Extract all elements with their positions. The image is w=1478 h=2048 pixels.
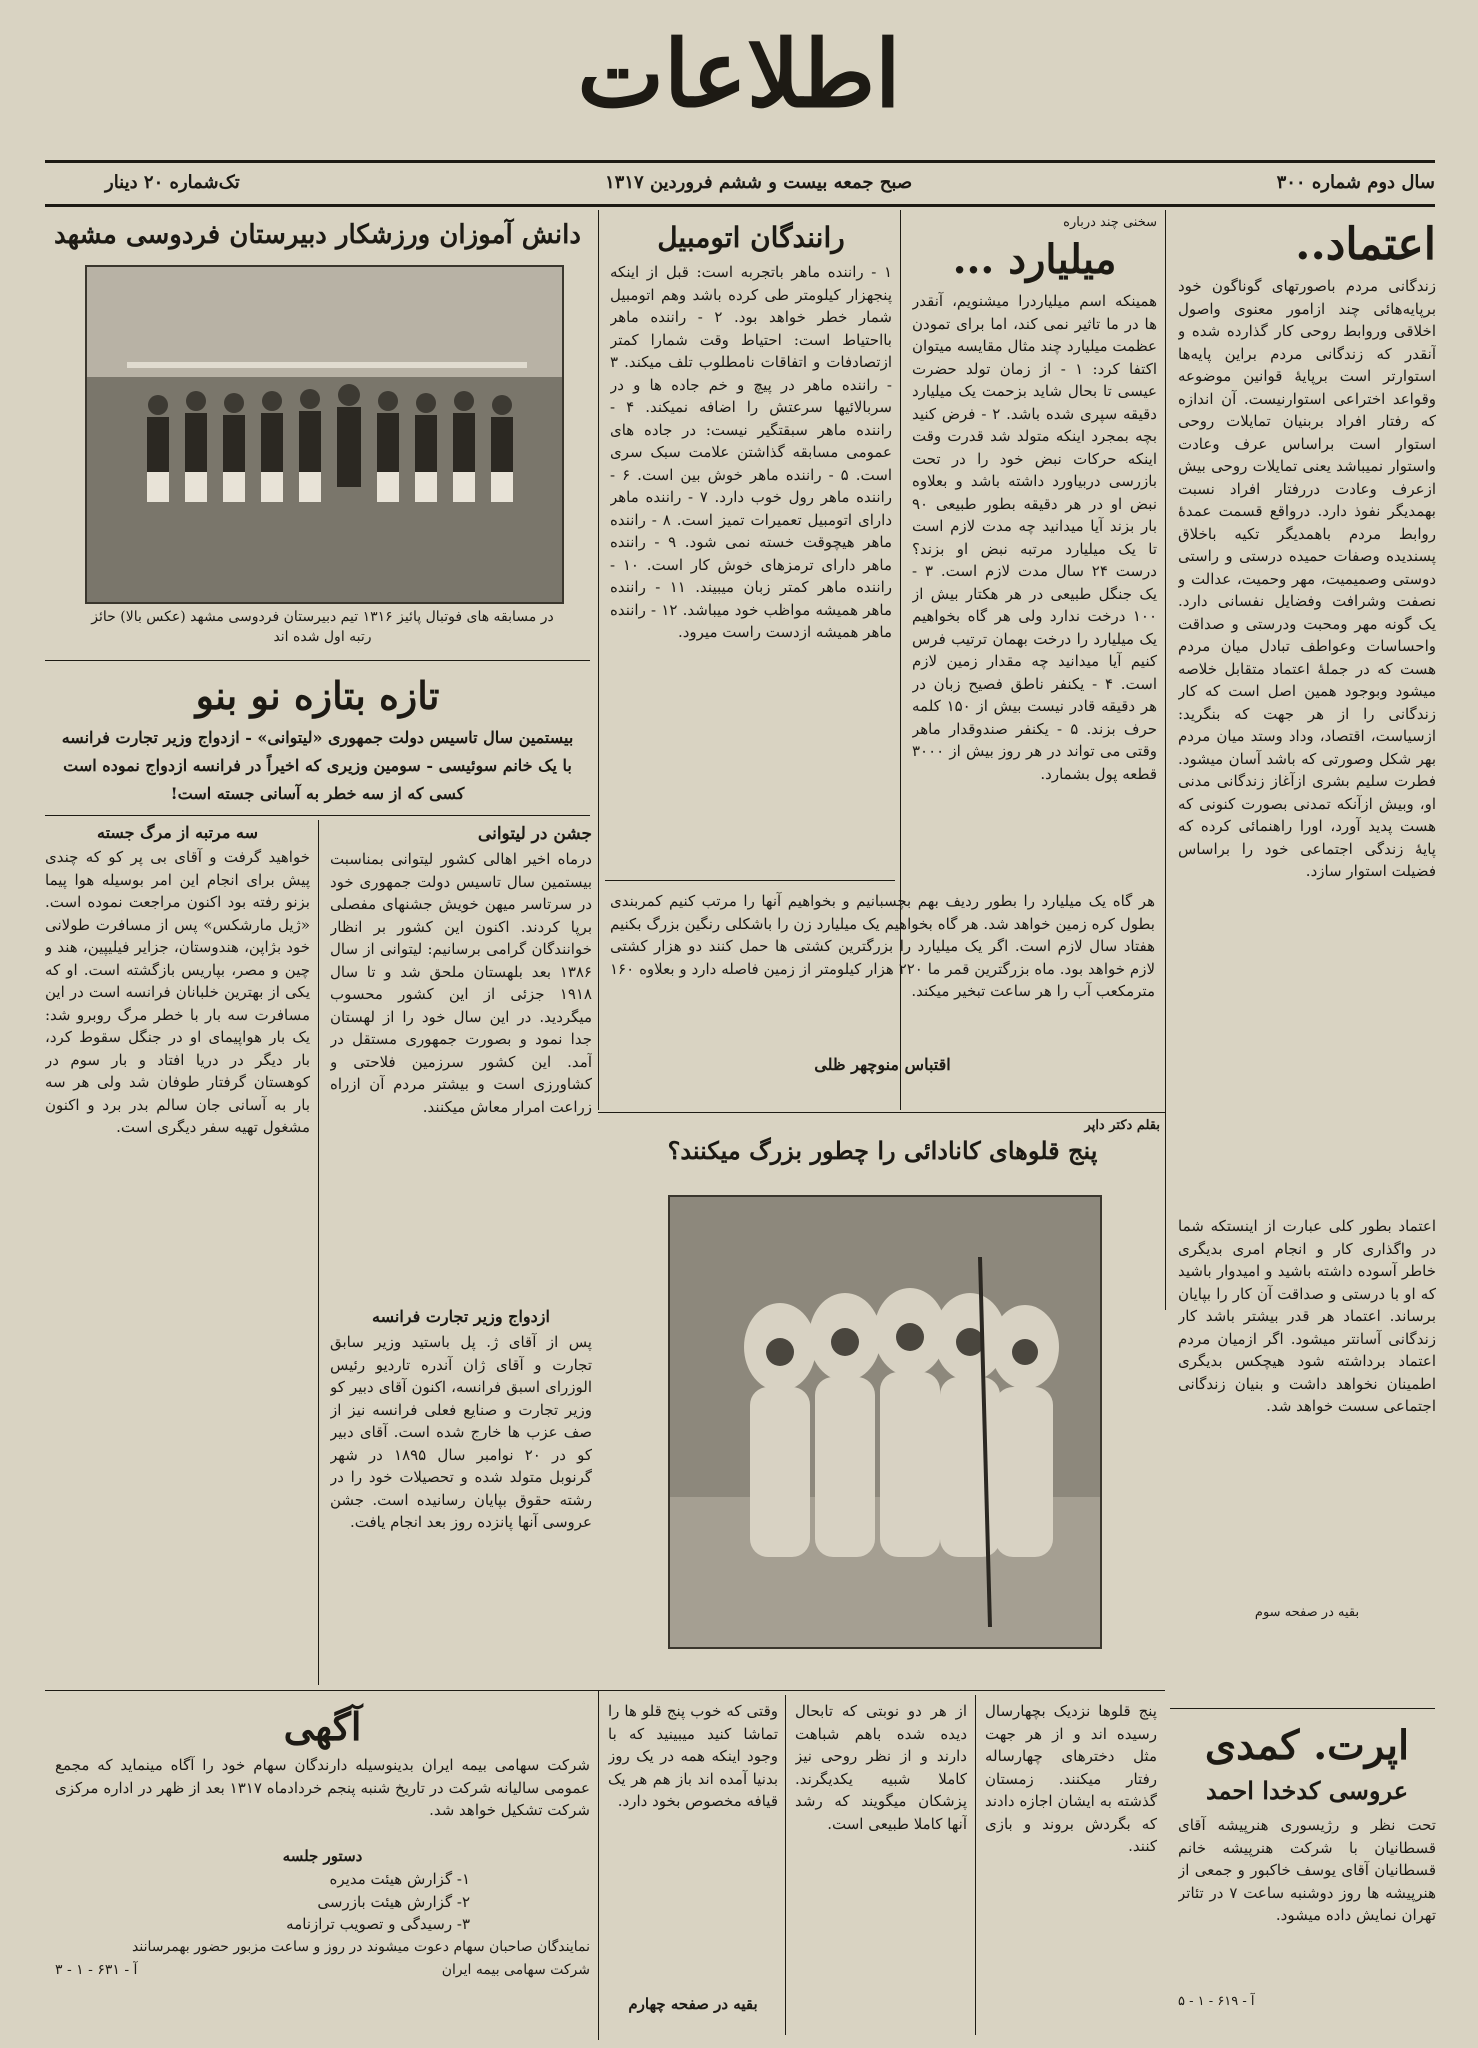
ad-signature: شرکت سهامی بیمه ایران bbox=[441, 1962, 590, 1978]
news-heading: تازه بتازه نو بنو bbox=[195, 673, 440, 718]
ad-code: آ - ۶۳۱ - ۱ - ۳ bbox=[55, 1962, 138, 1978]
billion-continued-body: هر گاه یک میلیارد را بطور ردیف بهم بچسبانیم و بخواهیم آنها را مرتب کنیم کمربندی بطول کره زمین خواهد شد. هر گاه بخواهیم یک میلیارد زن را باشکلی رنگین بزرگ بکنیم هفتاد سال لازم است. اگر یک میلیارد را بزرگترین کشتی ها حمل کنند دو هزار کشتی لازم خواهد بود. ماه بزرگترین قمر ما ۲۲۰ هزار کیلومتر از زمین فاصله دارد و بعلاوه ۱۶۰ مترمکعب آب را هر ساعت تبخیر میکند. bbox=[610, 892, 1155, 1000]
ad-agenda-2: ۲- گزارش هیئت بازرسی bbox=[317, 1892, 470, 1911]
masthead-rule bbox=[45, 160, 1435, 163]
lithuania-heading: جشن در لیتوانی bbox=[477, 824, 592, 844]
dateline-rule bbox=[45, 204, 1435, 207]
ad-footer: نمایندگان صاحبان سهام دعوت میشوند در روز و ساعت مزبور حضور بهمرسانند bbox=[132, 1938, 590, 1955]
billion-continued bbox=[610, 890, 1155, 1090]
quintuplets-heading: پنج قلوهای کانادائی را چطور بزرگ میکنند؟ bbox=[667, 1136, 1098, 1165]
quintuplets-header bbox=[605, 1118, 1160, 1178]
issue-number: سال دوم شماره ۳۰۰ bbox=[1276, 172, 1435, 193]
ad-agenda-title: دستور جلسه bbox=[282, 1847, 363, 1865]
football-heading: دانش آموزان ورزشکار دبیرستان فردوسی مشهد bbox=[54, 220, 581, 250]
insurance-ad bbox=[55, 1700, 590, 2035]
ad-heading: آگهی bbox=[283, 1704, 362, 1749]
ad-body: شرکت سهامی بیمه ایران بدینوسیله دارندگان سهام خود را آگاه مینماید که مجمع عمومی سالیانه شرکت در تاریخ شنبه پنجم خردادماه ۱۳۱۷ بعد از ظهر در اداره مرکزی شرکت تشکیل خواهد شد. bbox=[55, 1756, 590, 1819]
quintuplets-body-2: از هر دو نوبتی که تابحال دیده شده باهم شباهت دارند و از نظر روحی نیز کاملا شبیه یکدیگرند. پزشکان میگویند که رشد آنها کاملا طبیعی است. bbox=[795, 1702, 967, 1833]
editorial-body-2: اعتماد بطور کلی عبارت از اینستکه شما در واگذاری کار و انجام امری بدیگری خاطر آسوده داشته باشید و امیدوار باشید که او با درستی و صداقت آن کار را بپایان برساند. اعتماد هر قدر بیشتر باشد کار زندگانی آسانتر میشود. اگر ازمیان مردم اعتماد برداشته شود هیچکس بدیگری اطمینان نخواهد داشت و بنیان زندگانی اجتماعی سست خواهد شد. bbox=[1178, 1217, 1436, 1415]
drivers-column bbox=[610, 215, 892, 875]
operetta-heading: اپرت. کمدی bbox=[1204, 1722, 1410, 1769]
billion-signature: اقتباس منوچهر ظلی bbox=[814, 1055, 951, 1074]
quintuplets-photo bbox=[668, 1195, 1102, 1649]
news-banner bbox=[45, 668, 590, 813]
lithuania-body: درماه اخیر اهالی کشور لیتوانی بمناسبت بیستمین سال تاسیس دولت جمهوری خود در سرتاسر میهن خویش جشنهای مفصلی برپا کردند. اکنون این کشور بر انظار خوانندگان گرامی برسانیم: لیتوانی از سال ۱۳۸۶ بعد بلهستان ملحق شد و تا سال ۱۹۱۸ جزئی از این کشور محسوب میگردید. در این سال خود را از لهستان جدا نمود و بصورت جمهوری مستقل در آمد. این کشور سرزمین فلاحتی و کشاورزی است و بیشتر مردم آن ازراه زراعت امرار معاش میکنند. bbox=[330, 850, 592, 1116]
drivers-heading: رانندگان اتومبیل bbox=[657, 221, 845, 254]
operetta-title: عروسی کدخدا احمد bbox=[1205, 1776, 1409, 1805]
minister-body: پس از آقای ژ. پل باستید وزیر سابق تجارت و آقای ژان آندره تاردیو رئیس الوزرای اسبق فرانسه، اکنون آقای دبیر کو وزیر تجارت و صنایع فعلی فرانسه نیز از صف عزب ها خارج شده است. آقای دبیر کو در ۲۰ نوامبر سال ۱۸۹۵ در شهر گرنوبل متولد شده و تحصیلات خود را در رشته حقوق بپایان رسانیده است. جشن عروسی آنها پانزده روز بعد انجام یافت. bbox=[330, 1333, 592, 1531]
editorial-column bbox=[1178, 215, 1436, 1705]
football-story bbox=[45, 215, 590, 660]
issue-price: تک‌شماره ۲۰ دینار bbox=[105, 172, 240, 193]
quintuplets-byline: بقلم دکتر داپر bbox=[1084, 1118, 1160, 1133]
escape-column bbox=[45, 820, 310, 1680]
news-subhead-1: بیستمین سال تاسیس دولت جمهوری «لیتوانی» - ازدواج وزیر تجارت فرانسه bbox=[61, 728, 574, 747]
billion-heading: میلیارد ... bbox=[952, 236, 1117, 283]
ad-agenda-1: ۱- گزارش هیئت مدیره bbox=[329, 1870, 470, 1888]
drivers-body: ۱ - راننده ماهر باتجربه است: قبل از اینکه پنجهزار کیلومتر طی کرده باشد وهم اتومبیل شمار خطر خواهد بود. ۲ - راننده ماهر بااحتیاط است: احتیاط وقت شمارا کمتر ازتصادفات و اتفاقات نامطلوب تلف میکند. ۳ - راننده ماهر در پیچ و خم جاده ها و در سربالائیها سرعتش را اضافه نمیکند. ۴ - راننده ماهر سبقتگیر نیست: در جاده های عمومی مسابقه گذاشتن علامت سبک سری است. ۵ - راننده ماهر خوش بین است. ۶ - راننده ماهر رول خوب دارد. ۷ - راننده ماهر دارای اتومبیل تعمیرات تمیز است. ۸ - راننده ماهر هیچوقت خسته نمی شود. ۹ - راننده ماهر دارای ترمزهای خوش کار است. ۱۰ - راننده ماهر کمتر زبان میبیند. ۱۱ - راننده ماهر همیشه مواظب خود میباشد. ۱۲ - راننده ماهر همیشه ازدست راست میرود. bbox=[610, 263, 892, 641]
quintuplets-continued: بقیه در صفحه چهارم bbox=[628, 1995, 758, 2013]
quintuplets-body-1: پنج قلوها نزدیک بچهارسال رسیده اند و از هر جهت مثل دخترهای چهارساله رفتار میکنند. زمستان گذشته به ایشان اجازه دادند که بگردش بروند و بازی کنند. bbox=[985, 1702, 1157, 1855]
football-caption: در مسابقه های فوتبال پائیز ۱۳۱۶ تیم دبیرستان فردوسی مشهد (عکس بالا) حائز رتبه اول شده اند bbox=[91, 609, 554, 645]
quintuplets-body-3: وقتی که خوب پنج قلو ها را تماشا کنید میبینید که با وجود اینکه همه در یک روز بدنیا آمده اند باز هم هر یک قیافه مخصوص بخود دارد. bbox=[608, 1702, 778, 1810]
operetta-body: تحت نظر و رژیسوری هنرپیشه آقای قسطانیان با شرکت هنرپیشه خانم قسطانیان آقای یوسف خاکبور و جمعی از هنرپیشه ها روز دوشنبه ساعت ۷ در تئاتر تهران نمایش داده میشود. bbox=[1178, 1816, 1436, 1924]
operetta-ad bbox=[1178, 1718, 1436, 2038]
issue-date: صبح جمعه بیست و ششم فروردین ۱۳۱۷ bbox=[605, 172, 913, 193]
editorial-heading: اعتماد.. bbox=[1295, 219, 1436, 270]
lithuania-column bbox=[330, 820, 592, 1680]
news-subhead-2: با یک خانم سوئیسی - سومین وزیری که اخیراً در فرانسه ازدواج نموده است bbox=[63, 756, 572, 775]
dateline bbox=[45, 172, 1435, 198]
ad-agenda-3: ۳- رسیدگی و تصویب ترازنامه bbox=[286, 1915, 470, 1933]
editorial-continued: بقیه در صفحه سوم bbox=[1254, 1605, 1360, 1620]
billion-kicker: سخنی چند درباره bbox=[1063, 215, 1157, 230]
quintuplets-col-3 bbox=[608, 1700, 778, 2040]
news-subhead-3: کسی که از سه خطر به آسانی جسته است! bbox=[170, 784, 465, 803]
billion-body: همینکه اسم میلیاردرا میشنویم، آنقدر ها در ما تاثیر نمی کند، اما برای تمودن عظمت میلیارد چند مثال مقایسه میتوان اکتفا کرد: ۱ - از زمان تولد حضرت عیسی تا بحال شاید بزحمت یک میلیارد دقیقه سپری شده باشد. ۲ - فرض کنید بچه بمجرد اینکه متولد شد قدرت وقت اینکه حرکات نبض خود را در تحت بازرسی دربیاورد داشته باشد و بعلاوه نبض او در هر دقیقه بطور طبیعی ۹۰ بار بزند آیا میدانید چه مدت لازم است تا یک میلیارد مرتبه نبض او بزند؟ درست ۲۴ سال مدت لازم است. ۳ - یک جنگل طبیعی در هر هکتار بیش از ۱۰۰ درخت ندارد ولی هر گاه بخواهیم یک میلیارد را درخت بهمان ترتیب فرس کنیم آیا میدانید چه مقدار زمین لازم است. ۴ - یکنفر ناطق فصیح زبان در هر دقیقه قادر نیست بیش از ۱۵۰ کلمه حرف بزند. ۵ - یکنفر صندوقدار ماهر وقتی می تواند در هر روز بیش از ۳۰۰۰ قطعه پول بشمارد. bbox=[912, 292, 1157, 783]
football-team-photo bbox=[85, 265, 564, 604]
escape-heading: سه مرتبه از مرگ جسته bbox=[97, 823, 258, 842]
operetta-code: آ - ۶۱۹ - ۱ - ۵ bbox=[1178, 1994, 1255, 2009]
minister-heading: ازدواج وزیر تجارت فرانسه bbox=[372, 1307, 550, 1326]
escape-body: خواهید گرفت و آقای بی پر کو که چندی پیش برای انجام این امر بوسیله هوا پیما بزنو رفته بود اکنون مراجعت نموده است. «ژیل مارشکس» پس از مسافرت طولانی خود بژاپن، هندوستان، جزایر فیلیپین، هند و چین و مصر، بپاریس بازگشته است. او که یکی از بهترین خلبانان فرانسه است در این مسافرت سه بار با خطر مرگ روبرو شد: یک بار هواپیمای او در جنگل سقوط کرد، بار دیگر در دریا افتاد و بار سوم در کوهستان گرفتار طوفان شد ولی هر سه بار به آسانی جان سالم بدر برد و اکنون مشغول تهیه سفر دیگری است. bbox=[45, 848, 310, 1136]
editorial-body: زندگانی مردم باصورتهای گوناگون خود برپایه‌هائی چند ازامور معنوی واصول اخلاقی وروابط روحی کار گذارده شده و آنقدر که زندگانی مردم براین پایه‌ها استوارتر است برپایهٔ قوانین موضوعه وقواعد اختراعی استوارنیست. آن اندازه که رفتار افراد بربنیان تمایلات روحی استوار است براساس عرف وعادت واستوار نمیباشد یعنی تمایلات روحی بیش ازعرف وعادت دررفتار افراد نسبت بهمدیگر نفوذ دارد. درواقع قسمت عمدهٔ روابط مردم باهمدیگر تکیه باخلاق پسندیده وصفات حمیده درستی و راستی دوستی وصمیمیت، مهر وحمیت، عدالت و نصفت وشرافت وفضایل نفسانی دارد. یک گونه مهر ومحبت ودرستی و صداقت واحساسات وعواطف تبادل میان مردم هست که در جملهٔ اعتماد متقابل خلاصه میشود وبوجود همین اصل است که کار زندگانی را از هر جهت که بنگرید: ازسیاست، اقتصاد، وداد وستد میان مردم بهر شکل وصورتی که باشد آسان میشود. فطرت سلیم بشری ازآغاز زندگانی مدنی او، وبیش ازآنکه تمدنی بصورت کنونی که هست پدید آورد، اورا راهنمائی کرده که پایهٔ زندگی اجتماعی خود را براساس فضیلت استوار سازد. bbox=[1178, 277, 1436, 880]
masthead-title: اطلاعات bbox=[577, 20, 901, 128]
